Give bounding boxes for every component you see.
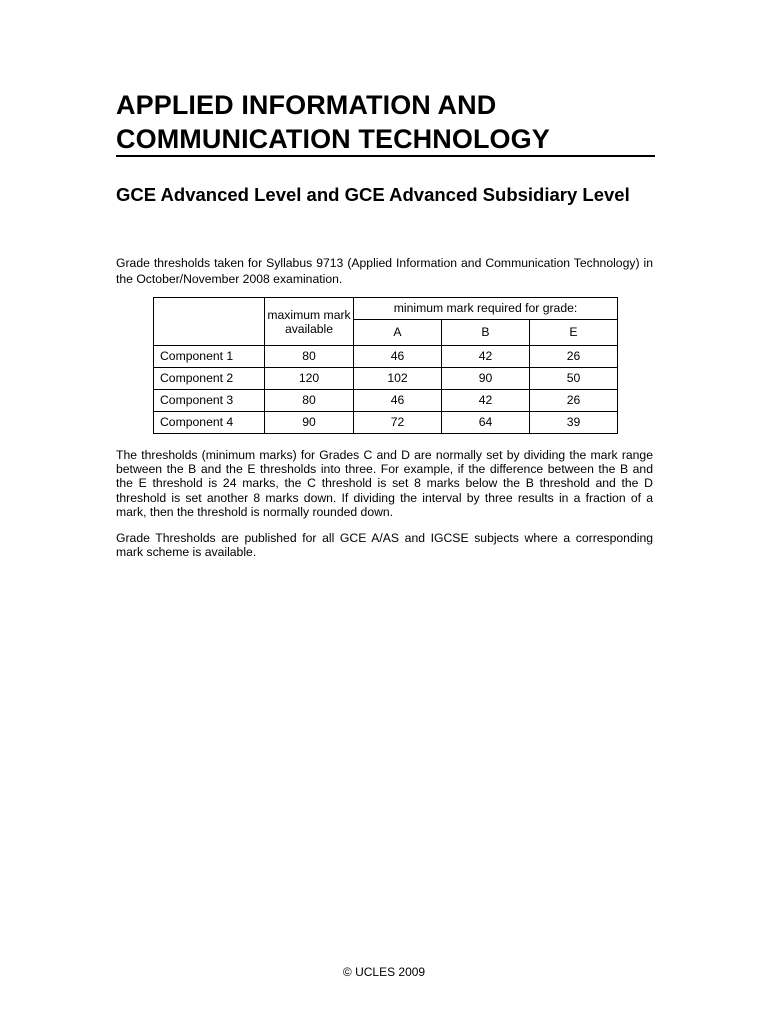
title-underline: [116, 155, 655, 157]
max-mark-cell: 90: [265, 412, 354, 434]
grade-b-cell: 42: [442, 390, 530, 412]
component-name: Component 4: [154, 412, 265, 434]
page-subtitle: GCE Advanced Level and GCE Advanced Subsidiary Level: [116, 184, 630, 205]
max-mark-cell: 120: [265, 368, 354, 390]
thresholds-explanation-paragraph: The thresholds (minimum marks) for Grades C and D are normally set by dividing the mark range between the B and the E thresholds into three. For example, if the difference between the B and the E threshold is 24 marks, the C threshold is set 8 marks below the B threshold and the D threshold is set another 8 marks down. If dividing the interval by three results in a fraction of a mark, then the threshold is normally rounded down.: [116, 448, 653, 519]
max-mark-cell: 80: [265, 346, 354, 368]
grade-e-cell: 50: [530, 368, 618, 390]
table-row: [154, 390, 618, 412]
grade-e-cell: 26: [530, 390, 618, 412]
grade-a-cell: 46: [354, 346, 442, 368]
grade-a-cell: 72: [354, 412, 442, 434]
grade-b-cell: 64: [442, 412, 530, 434]
grade-a-cell: 46: [354, 390, 442, 412]
grade-b-cell: 42: [442, 346, 530, 368]
empty-header-cell: [154, 298, 265, 346]
page-title: APPLIED INFORMATION AND COMMUNICATION TECHNOLOGY: [116, 90, 550, 154]
grade-a-header: A: [354, 320, 442, 346]
component-name: Component 1: [154, 346, 265, 368]
table-header-row: [154, 298, 618, 320]
max-mark-header: maximum mark available: [265, 298, 354, 346]
component-name: Component 3: [154, 390, 265, 412]
grade-e-cell: 26: [530, 346, 618, 368]
grade-e-cell: 39: [530, 412, 618, 434]
min-mark-header: minimum mark required for grade:: [354, 298, 618, 320]
grade-e-header: E: [530, 320, 618, 346]
copyright-footer: © UCLES 2009: [342, 965, 426, 979]
table-row: [154, 412, 618, 434]
published-note-paragraph: Grade Thresholds are published for all GCE A/AS and IGCSE subjects where a corresponding mark scheme is available.: [116, 531, 653, 560]
table-row: [154, 346, 618, 368]
intro-paragraph: Grade thresholds taken for Syllabus 9713 (Applied Information and Communication Technology) in the October/November 2008 examination.: [116, 256, 653, 286]
grade-b-header: B: [442, 320, 530, 346]
grade-thresholds-table: [153, 297, 618, 434]
table-row: [154, 368, 618, 390]
grade-b-cell: 90: [442, 368, 530, 390]
component-name: Component 2: [154, 368, 265, 390]
grade-a-cell: 102: [354, 368, 442, 390]
max-mark-cell: 80: [265, 390, 354, 412]
